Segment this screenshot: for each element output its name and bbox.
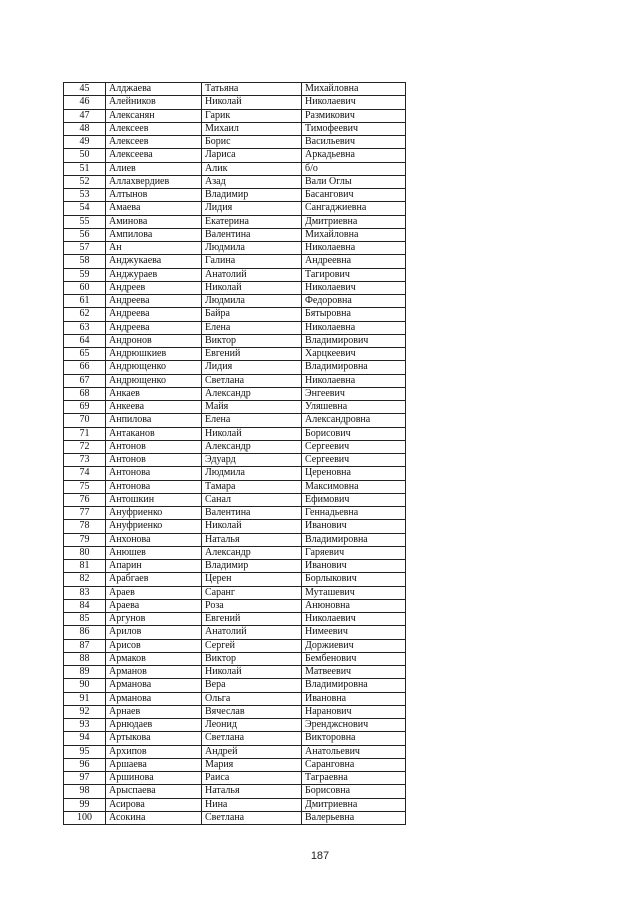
row-number-cell: 65 bbox=[64, 348, 106, 361]
surname-cell: Антонов bbox=[106, 440, 202, 453]
table-row bbox=[64, 652, 406, 665]
first-name-cell: Валентина bbox=[202, 228, 302, 241]
surname-cell: Антаканов bbox=[106, 427, 202, 440]
first-name-cell: Николай bbox=[202, 520, 302, 533]
table-row bbox=[64, 493, 406, 506]
patronymic-cell: Эренджснович bbox=[302, 719, 406, 732]
row-number-cell: 67 bbox=[64, 374, 106, 387]
first-name-cell: Лариса bbox=[202, 149, 302, 162]
row-number-cell: 93 bbox=[64, 719, 106, 732]
table-row bbox=[64, 255, 406, 268]
patronymic-cell: Михайловна bbox=[302, 228, 406, 241]
surname-cell: Арнаев bbox=[106, 705, 202, 718]
table-row bbox=[64, 599, 406, 612]
first-name-cell: Раиса bbox=[202, 772, 302, 785]
surname-cell: Араев bbox=[106, 586, 202, 599]
first-name-cell: Нина bbox=[202, 798, 302, 811]
table-row bbox=[64, 268, 406, 281]
first-name-cell: Светлана bbox=[202, 374, 302, 387]
row-number-cell: 53 bbox=[64, 189, 106, 202]
patronymic-cell: Муташевич bbox=[302, 586, 406, 599]
row-number-cell: 87 bbox=[64, 639, 106, 652]
first-name-cell: Борис bbox=[202, 136, 302, 149]
table-row bbox=[64, 705, 406, 718]
surname-cell: Анхонова bbox=[106, 533, 202, 546]
surname-cell: Ан bbox=[106, 242, 202, 255]
surname-cell: Аргунов bbox=[106, 613, 202, 626]
row-number-cell: 78 bbox=[64, 520, 106, 533]
table-row bbox=[64, 348, 406, 361]
first-name-cell: Светлана bbox=[202, 732, 302, 745]
first-name-cell: Светлана bbox=[202, 811, 302, 824]
row-number-cell: 98 bbox=[64, 785, 106, 798]
table-row bbox=[64, 454, 406, 467]
patronymic-cell: Гаряевич bbox=[302, 546, 406, 559]
row-number-cell: 74 bbox=[64, 467, 106, 480]
row-number-cell: 61 bbox=[64, 295, 106, 308]
patronymic-cell: Тагирович bbox=[302, 268, 406, 281]
surname-cell: Анкеева bbox=[106, 401, 202, 414]
patronymic-cell: Дмитриевна bbox=[302, 215, 406, 228]
table-row bbox=[64, 613, 406, 626]
table-row bbox=[64, 639, 406, 652]
first-name-cell: Татьяна bbox=[202, 83, 302, 96]
table-row bbox=[64, 772, 406, 785]
surname-cell: Анджукаева bbox=[106, 255, 202, 268]
surname-cell: Анджураев bbox=[106, 268, 202, 281]
name-list-body bbox=[64, 83, 406, 825]
table-row bbox=[64, 732, 406, 745]
patronymic-cell: Размикович bbox=[302, 109, 406, 122]
patronymic-cell: Тимофеевич bbox=[302, 122, 406, 135]
first-name-cell: Леонид bbox=[202, 719, 302, 732]
row-number-cell: 72 bbox=[64, 440, 106, 453]
surname-cell: Анкаев bbox=[106, 387, 202, 400]
row-number-cell: 58 bbox=[64, 255, 106, 268]
row-number-cell: 90 bbox=[64, 679, 106, 692]
first-name-cell: Николай bbox=[202, 281, 302, 294]
first-name-cell: Елена bbox=[202, 414, 302, 427]
first-name-cell: Анатолий bbox=[202, 268, 302, 281]
table-row bbox=[64, 361, 406, 374]
table-row bbox=[64, 586, 406, 599]
table-row bbox=[64, 295, 406, 308]
row-number-cell: 75 bbox=[64, 480, 106, 493]
first-name-cell: Людмила bbox=[202, 295, 302, 308]
row-number-cell: 64 bbox=[64, 334, 106, 347]
table-row bbox=[64, 387, 406, 400]
table-row bbox=[64, 719, 406, 732]
surname-cell: Аминова bbox=[106, 215, 202, 228]
surname-cell: Арнюдаев bbox=[106, 719, 202, 732]
table-row bbox=[64, 308, 406, 321]
patronymic-cell: Доржиевич bbox=[302, 639, 406, 652]
patronymic-cell: Бятыровна bbox=[302, 308, 406, 321]
table-row bbox=[64, 745, 406, 758]
first-name-cell: Байра bbox=[202, 308, 302, 321]
table-row bbox=[64, 109, 406, 122]
first-name-cell: Тамара bbox=[202, 480, 302, 493]
patronymic-cell: Андреевна bbox=[302, 255, 406, 268]
row-number-cell: 86 bbox=[64, 626, 106, 639]
surname-cell: Арманов bbox=[106, 666, 202, 679]
patronymic-cell: Николаевич bbox=[302, 281, 406, 294]
row-number-cell: 84 bbox=[64, 599, 106, 612]
row-number-cell: 97 bbox=[64, 772, 106, 785]
row-number-cell: 57 bbox=[64, 242, 106, 255]
row-number-cell: 49 bbox=[64, 136, 106, 149]
table-row bbox=[64, 626, 406, 639]
surname-cell: Арилов bbox=[106, 626, 202, 639]
patronymic-cell: Федоровна bbox=[302, 295, 406, 308]
surname-cell: Асирова bbox=[106, 798, 202, 811]
first-name-cell: Александр bbox=[202, 546, 302, 559]
table-row bbox=[64, 533, 406, 546]
patronymic-cell: Бембенович bbox=[302, 652, 406, 665]
row-number-cell: 63 bbox=[64, 321, 106, 334]
first-name-cell: Виктор bbox=[202, 652, 302, 665]
first-name-cell: Николай bbox=[202, 427, 302, 440]
patronymic-cell: Ивановна bbox=[302, 692, 406, 705]
patronymic-cell: Сангаджиевна bbox=[302, 202, 406, 215]
first-name-cell: Гарик bbox=[202, 109, 302, 122]
patronymic-cell: Дмитриевна bbox=[302, 798, 406, 811]
row-number-cell: 66 bbox=[64, 361, 106, 374]
patronymic-cell: Сергеевич bbox=[302, 454, 406, 467]
surname-cell: Андрюшкиев bbox=[106, 348, 202, 361]
row-number-cell: 73 bbox=[64, 454, 106, 467]
first-name-cell: Саранг bbox=[202, 586, 302, 599]
first-name-cell: Валентина bbox=[202, 507, 302, 520]
surname-cell: Алтынов bbox=[106, 189, 202, 202]
first-name-cell: Алик bbox=[202, 162, 302, 175]
patronymic-cell: Николаевич bbox=[302, 613, 406, 626]
surname-cell: Антошкин bbox=[106, 493, 202, 506]
row-number-cell: 54 bbox=[64, 202, 106, 215]
first-name-cell: Владимир bbox=[202, 560, 302, 573]
first-name-cell: Людмила bbox=[202, 242, 302, 255]
row-number-cell: 52 bbox=[64, 175, 106, 188]
patronymic-cell: Анюновна bbox=[302, 599, 406, 612]
patronymic-cell: Владимировна bbox=[302, 679, 406, 692]
page-number: 187 bbox=[310, 850, 330, 862]
row-number-cell: 83 bbox=[64, 586, 106, 599]
first-name-cell: Азад bbox=[202, 175, 302, 188]
row-number-cell: 95 bbox=[64, 745, 106, 758]
table-row bbox=[64, 679, 406, 692]
first-name-cell: Лидия bbox=[202, 361, 302, 374]
surname-cell: Армаков bbox=[106, 652, 202, 665]
table-row bbox=[64, 573, 406, 586]
patronymic-cell: Нимеевич bbox=[302, 626, 406, 639]
first-name-cell: Людмила bbox=[202, 467, 302, 480]
table-row bbox=[64, 374, 406, 387]
patronymic-cell: Басангович bbox=[302, 189, 406, 202]
table-row bbox=[64, 507, 406, 520]
patronymic-cell: Борисовна bbox=[302, 785, 406, 798]
first-name-cell: Сергей bbox=[202, 639, 302, 652]
table-row bbox=[64, 427, 406, 440]
first-name-cell: Санал bbox=[202, 493, 302, 506]
table-row bbox=[64, 189, 406, 202]
surname-cell: Андреев bbox=[106, 281, 202, 294]
row-number-cell: 79 bbox=[64, 533, 106, 546]
row-number-cell: 77 bbox=[64, 507, 106, 520]
surname-cell: Андреева bbox=[106, 308, 202, 321]
table-row bbox=[64, 811, 406, 824]
table-row bbox=[64, 281, 406, 294]
surname-cell: Аршаева bbox=[106, 758, 202, 771]
patronymic-cell: Николаевна bbox=[302, 242, 406, 255]
surname-cell: Алиев bbox=[106, 162, 202, 175]
table-row bbox=[64, 692, 406, 705]
patronymic-cell: Цереновна bbox=[302, 467, 406, 480]
first-name-cell: Роза bbox=[202, 599, 302, 612]
first-name-cell: Елена bbox=[202, 321, 302, 334]
patronymic-cell: Анатольевич bbox=[302, 745, 406, 758]
first-name-cell: Вячеслав bbox=[202, 705, 302, 718]
table-row bbox=[64, 666, 406, 679]
row-number-cell: 55 bbox=[64, 215, 106, 228]
row-number-cell: 80 bbox=[64, 546, 106, 559]
patronymic-cell: Энгеевич bbox=[302, 387, 406, 400]
patronymic-cell: Уляшевна bbox=[302, 401, 406, 414]
patronymic-cell: Борлыкович bbox=[302, 573, 406, 586]
first-name-cell: Андрей bbox=[202, 745, 302, 758]
table-row bbox=[64, 480, 406, 493]
patronymic-cell: Матвеевич bbox=[302, 666, 406, 679]
patronymic-cell: Владимирович bbox=[302, 334, 406, 347]
row-number-cell: 48 bbox=[64, 122, 106, 135]
row-number-cell: 68 bbox=[64, 387, 106, 400]
first-name-cell: Ольга bbox=[202, 692, 302, 705]
row-number-cell: 46 bbox=[64, 96, 106, 109]
table-row bbox=[64, 96, 406, 109]
surname-cell: Андреева bbox=[106, 295, 202, 308]
surname-cell: Арабгаев bbox=[106, 573, 202, 586]
table-row bbox=[64, 798, 406, 811]
row-number-cell: 62 bbox=[64, 308, 106, 321]
first-name-cell: Лидия bbox=[202, 202, 302, 215]
table-row bbox=[64, 83, 406, 96]
row-number-cell: 47 bbox=[64, 109, 106, 122]
surname-cell: Амаева bbox=[106, 202, 202, 215]
surname-cell: Арманова bbox=[106, 679, 202, 692]
patronymic-cell: Николаевна bbox=[302, 321, 406, 334]
first-name-cell: Александр bbox=[202, 440, 302, 453]
patronymic-cell: Васильевич bbox=[302, 136, 406, 149]
patronymic-cell: Борисович bbox=[302, 427, 406, 440]
patronymic-cell: Сергеевич bbox=[302, 440, 406, 453]
surname-cell: Араева bbox=[106, 599, 202, 612]
surname-cell: Ануфриенко bbox=[106, 507, 202, 520]
first-name-cell: Вера bbox=[202, 679, 302, 692]
row-number-cell: 89 bbox=[64, 666, 106, 679]
patronymic-cell: Николаевна bbox=[302, 374, 406, 387]
table-row bbox=[64, 215, 406, 228]
patronymic-cell: Иванович bbox=[302, 520, 406, 533]
surname-cell: Антонов bbox=[106, 454, 202, 467]
first-name-cell: Майя bbox=[202, 401, 302, 414]
surname-cell: Алексеева bbox=[106, 149, 202, 162]
table-row bbox=[64, 175, 406, 188]
row-number-cell: 100 bbox=[64, 811, 106, 824]
table-row bbox=[64, 242, 406, 255]
surname-cell: Архипов bbox=[106, 745, 202, 758]
row-number-cell: 69 bbox=[64, 401, 106, 414]
surname-cell: Андреева bbox=[106, 321, 202, 334]
table-row bbox=[64, 149, 406, 162]
surname-cell: Аллахвердиев bbox=[106, 175, 202, 188]
first-name-cell: Николай bbox=[202, 96, 302, 109]
surname-cell: Апарин bbox=[106, 560, 202, 573]
row-number-cell: 71 bbox=[64, 427, 106, 440]
table-row bbox=[64, 546, 406, 559]
patronymic-cell: Харцкеевич bbox=[302, 348, 406, 361]
row-number-cell: 96 bbox=[64, 758, 106, 771]
surname-cell: Алексеев bbox=[106, 136, 202, 149]
surname-cell: Ампилова bbox=[106, 228, 202, 241]
surname-cell: Артыкова bbox=[106, 732, 202, 745]
row-number-cell: 76 bbox=[64, 493, 106, 506]
patronymic-cell: Максимовна bbox=[302, 480, 406, 493]
patronymic-cell: б/о bbox=[302, 162, 406, 175]
patronymic-cell: Александровна bbox=[302, 414, 406, 427]
row-number-cell: 59 bbox=[64, 268, 106, 281]
table-row bbox=[64, 334, 406, 347]
first-name-cell: Екатерина bbox=[202, 215, 302, 228]
surname-cell: Андрющенко bbox=[106, 361, 202, 374]
surname-cell: Андрющенко bbox=[106, 374, 202, 387]
patronymic-cell: Викторовна bbox=[302, 732, 406, 745]
surname-cell: Алейников bbox=[106, 96, 202, 109]
surname-cell: Арыспаева bbox=[106, 785, 202, 798]
surname-cell: Арманова bbox=[106, 692, 202, 705]
patronymic-cell: Михайловна bbox=[302, 83, 406, 96]
surname-cell: Антонова bbox=[106, 467, 202, 480]
table-row bbox=[64, 414, 406, 427]
row-number-cell: 88 bbox=[64, 652, 106, 665]
name-list-table bbox=[63, 82, 406, 825]
first-name-cell: Мария bbox=[202, 758, 302, 771]
first-name-cell: Наталья bbox=[202, 533, 302, 546]
table-row bbox=[64, 467, 406, 480]
row-number-cell: 51 bbox=[64, 162, 106, 175]
surname-cell: Анпилова bbox=[106, 414, 202, 427]
table-row bbox=[64, 122, 406, 135]
surname-cell: Андронов bbox=[106, 334, 202, 347]
row-number-cell: 94 bbox=[64, 732, 106, 745]
table-row bbox=[64, 560, 406, 573]
row-number-cell: 50 bbox=[64, 149, 106, 162]
table-row bbox=[64, 401, 406, 414]
surname-cell: Арисов bbox=[106, 639, 202, 652]
patronymic-cell: Валерьевна bbox=[302, 811, 406, 824]
table-row bbox=[64, 758, 406, 771]
first-name-cell: Виктор bbox=[202, 334, 302, 347]
first-name-cell: Николай bbox=[202, 666, 302, 679]
first-name-cell: Евгений bbox=[202, 348, 302, 361]
first-name-cell: Наталья bbox=[202, 785, 302, 798]
table-row bbox=[64, 321, 406, 334]
patronymic-cell: Наранович bbox=[302, 705, 406, 718]
table-row bbox=[64, 162, 406, 175]
patronymic-cell: Таграевна bbox=[302, 772, 406, 785]
row-number-cell: 81 bbox=[64, 560, 106, 573]
patronymic-cell: Саранговна bbox=[302, 758, 406, 771]
table-row bbox=[64, 785, 406, 798]
patronymic-cell: Аркадьевна bbox=[302, 149, 406, 162]
surname-cell: Ануфриенко bbox=[106, 520, 202, 533]
patronymic-cell: Ефимович bbox=[302, 493, 406, 506]
row-number-cell: 99 bbox=[64, 798, 106, 811]
patronymic-cell: Вали Оглы bbox=[302, 175, 406, 188]
row-number-cell: 85 bbox=[64, 613, 106, 626]
patronymic-cell: Николаевич bbox=[302, 96, 406, 109]
surname-cell: Анюшев bbox=[106, 546, 202, 559]
first-name-cell: Галина bbox=[202, 255, 302, 268]
row-number-cell: 91 bbox=[64, 692, 106, 705]
table-row bbox=[64, 440, 406, 453]
first-name-cell: Эдуард bbox=[202, 454, 302, 467]
first-name-cell: Анатолий bbox=[202, 626, 302, 639]
first-name-cell: Михаил bbox=[202, 122, 302, 135]
table-row bbox=[64, 520, 406, 533]
surname-cell: Алексеев bbox=[106, 122, 202, 135]
surname-cell: Антонова bbox=[106, 480, 202, 493]
row-number-cell: 56 bbox=[64, 228, 106, 241]
table-row bbox=[64, 136, 406, 149]
patronymic-cell: Геннадьевна bbox=[302, 507, 406, 520]
patronymic-cell: Владимировна bbox=[302, 533, 406, 546]
row-number-cell: 82 bbox=[64, 573, 106, 586]
row-number-cell: 60 bbox=[64, 281, 106, 294]
first-name-cell: Александр bbox=[202, 387, 302, 400]
surname-cell: Алджаева bbox=[106, 83, 202, 96]
surname-cell: Асокина bbox=[106, 811, 202, 824]
patronymic-cell: Владимировна bbox=[302, 361, 406, 374]
surname-cell: Алексанян bbox=[106, 109, 202, 122]
table-row bbox=[64, 202, 406, 215]
row-number-cell: 92 bbox=[64, 705, 106, 718]
surname-cell: Аршинова bbox=[106, 772, 202, 785]
first-name-cell: Церен bbox=[202, 573, 302, 586]
patronymic-cell: Иванович bbox=[302, 560, 406, 573]
row-number-cell: 45 bbox=[64, 83, 106, 96]
row-number-cell: 70 bbox=[64, 414, 106, 427]
first-name-cell: Евгений bbox=[202, 613, 302, 626]
first-name-cell: Владимир bbox=[202, 189, 302, 202]
table-row bbox=[64, 228, 406, 241]
